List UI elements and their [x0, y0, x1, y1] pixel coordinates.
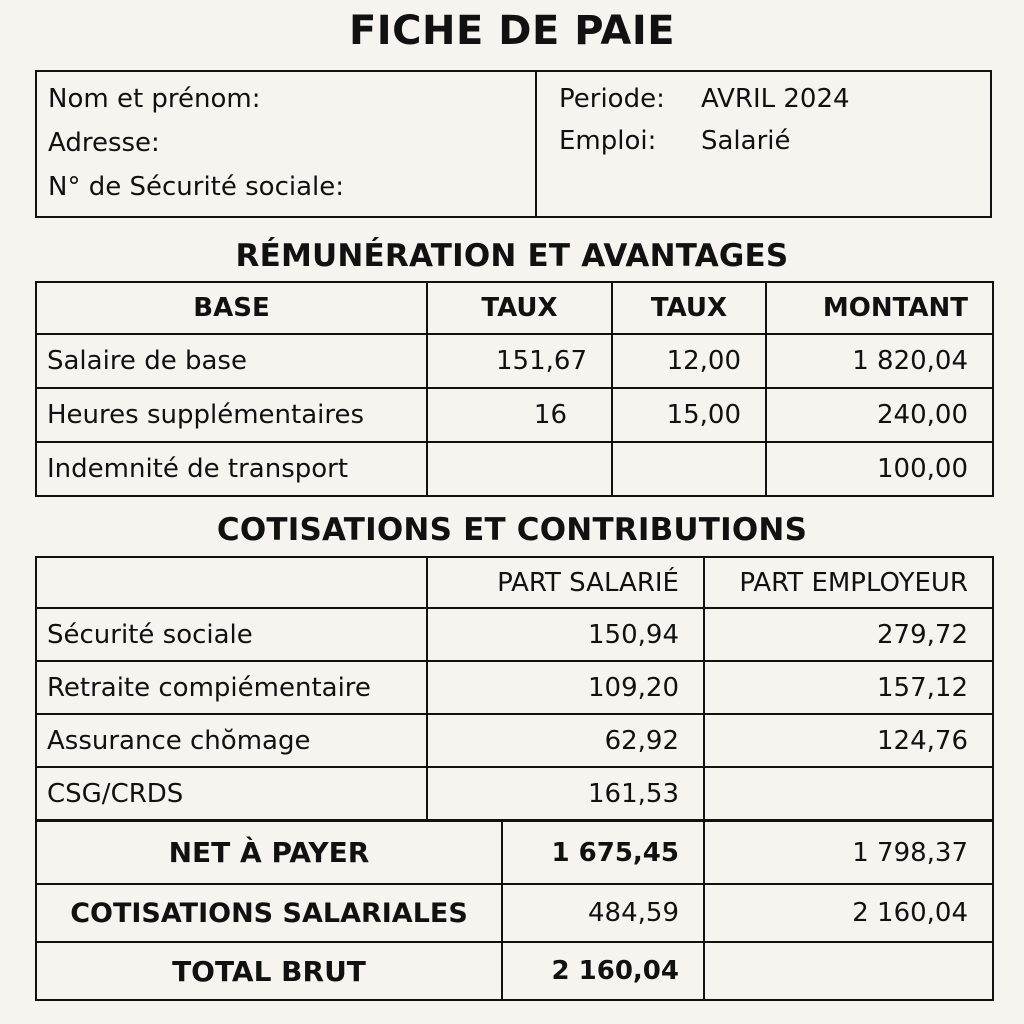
row-part-employeur: 157,12 — [704, 661, 993, 714]
employee-info-box — [35, 70, 992, 218]
row-taux: 12,00 — [612, 334, 766, 388]
row-montant: 100,00 — [766, 442, 993, 496]
job-label: Emploi: — [559, 126, 657, 156]
column-header-part-salarie: PART SALARIÉ — [427, 557, 704, 608]
row-label: Retraite compiémentaire — [36, 661, 427, 714]
column-header-montant: MONTANT — [766, 282, 993, 334]
period-value: AVRIL 2024 — [701, 84, 850, 114]
table-row — [36, 767, 993, 820]
cotisations-header-row — [36, 557, 993, 608]
period-label: Periode: — [559, 84, 665, 114]
row-taux — [612, 442, 766, 496]
row-label: Indemnité de transport — [36, 442, 427, 496]
totals-table — [35, 820, 994, 1001]
employment-panel — [537, 72, 990, 216]
cotisations-salariales-label: COTISATIONS SALARIALES — [36, 884, 502, 942]
remuneration-header-row — [36, 282, 993, 334]
name-label: Nom et prénom: — [48, 84, 261, 114]
row-label: Heures supplémentaires — [36, 388, 427, 442]
cotisations-salariales-employeur: 2 160,04 — [704, 884, 993, 942]
row-part-salarie: 109,20 — [427, 661, 704, 714]
cotisations-table — [35, 556, 994, 821]
row-label: Assurance chŏmage — [36, 714, 427, 767]
net-a-payer-employeur: 1 798,37 — [704, 821, 993, 884]
row-taux: 15,00 — [612, 388, 766, 442]
ssn-label: N° de Sécurité sociale: — [48, 172, 345, 202]
employee-identity-panel — [37, 72, 537, 216]
total-brut-employeur — [704, 942, 993, 1000]
row-part-employeur: 124,76 — [704, 714, 993, 767]
row-part-employeur: 279,72 — [704, 608, 993, 661]
row-base: 16 — [427, 388, 612, 442]
column-header-blank — [36, 557, 427, 608]
table-row — [36, 388, 993, 442]
row-part-salarie: 161,53 — [427, 767, 704, 820]
totals-row — [36, 942, 993, 1000]
remuneration-table — [35, 281, 994, 497]
total-brut-label: TOTAL BRUT — [36, 942, 502, 1000]
table-row — [36, 442, 993, 496]
totals-row — [36, 821, 993, 884]
table-row — [36, 334, 993, 388]
total-brut-salarie: 2 160,04 — [502, 942, 704, 1000]
cotisations-salariales-salarie: 484,59 — [502, 884, 704, 942]
row-base — [427, 442, 612, 496]
column-header-taux: TAUX — [427, 282, 612, 334]
row-part-employeur — [704, 767, 993, 820]
totals-row — [36, 884, 993, 942]
net-a-payer-label: NET À PAYER — [36, 821, 502, 884]
column-header-part-employeur: PART EMPLOYEUR — [704, 557, 993, 608]
row-label: CSG/CRDS — [36, 767, 427, 820]
table-row — [36, 714, 993, 767]
table-row — [36, 661, 993, 714]
row-label: Salaire de base — [36, 334, 427, 388]
remuneration-heading: RÉMUNÉRATION ET AVANTAGES — [235, 238, 789, 274]
row-montant: 1 820,04 — [766, 334, 993, 388]
row-base: 151,67 — [427, 334, 612, 388]
net-a-payer-salarie: 1 675,45 — [502, 821, 704, 884]
table-row — [36, 608, 993, 661]
address-label: Adresse: — [48, 128, 160, 158]
column-header-base: BASE — [36, 282, 427, 334]
row-part-salarie: 62,92 — [427, 714, 704, 767]
row-montant: 240,00 — [766, 388, 993, 442]
cotisations-heading: COTISATIONS ET CONTRIBUTIONS — [216, 512, 808, 548]
column-header-taux-2: TAUX — [612, 282, 766, 334]
page-title: FICHE DE PAIE — [348, 8, 676, 54]
row-label: Sécurité sociale — [36, 608, 427, 661]
row-part-salarie: 150,94 — [427, 608, 704, 661]
job-value: Salarié — [701, 126, 791, 156]
